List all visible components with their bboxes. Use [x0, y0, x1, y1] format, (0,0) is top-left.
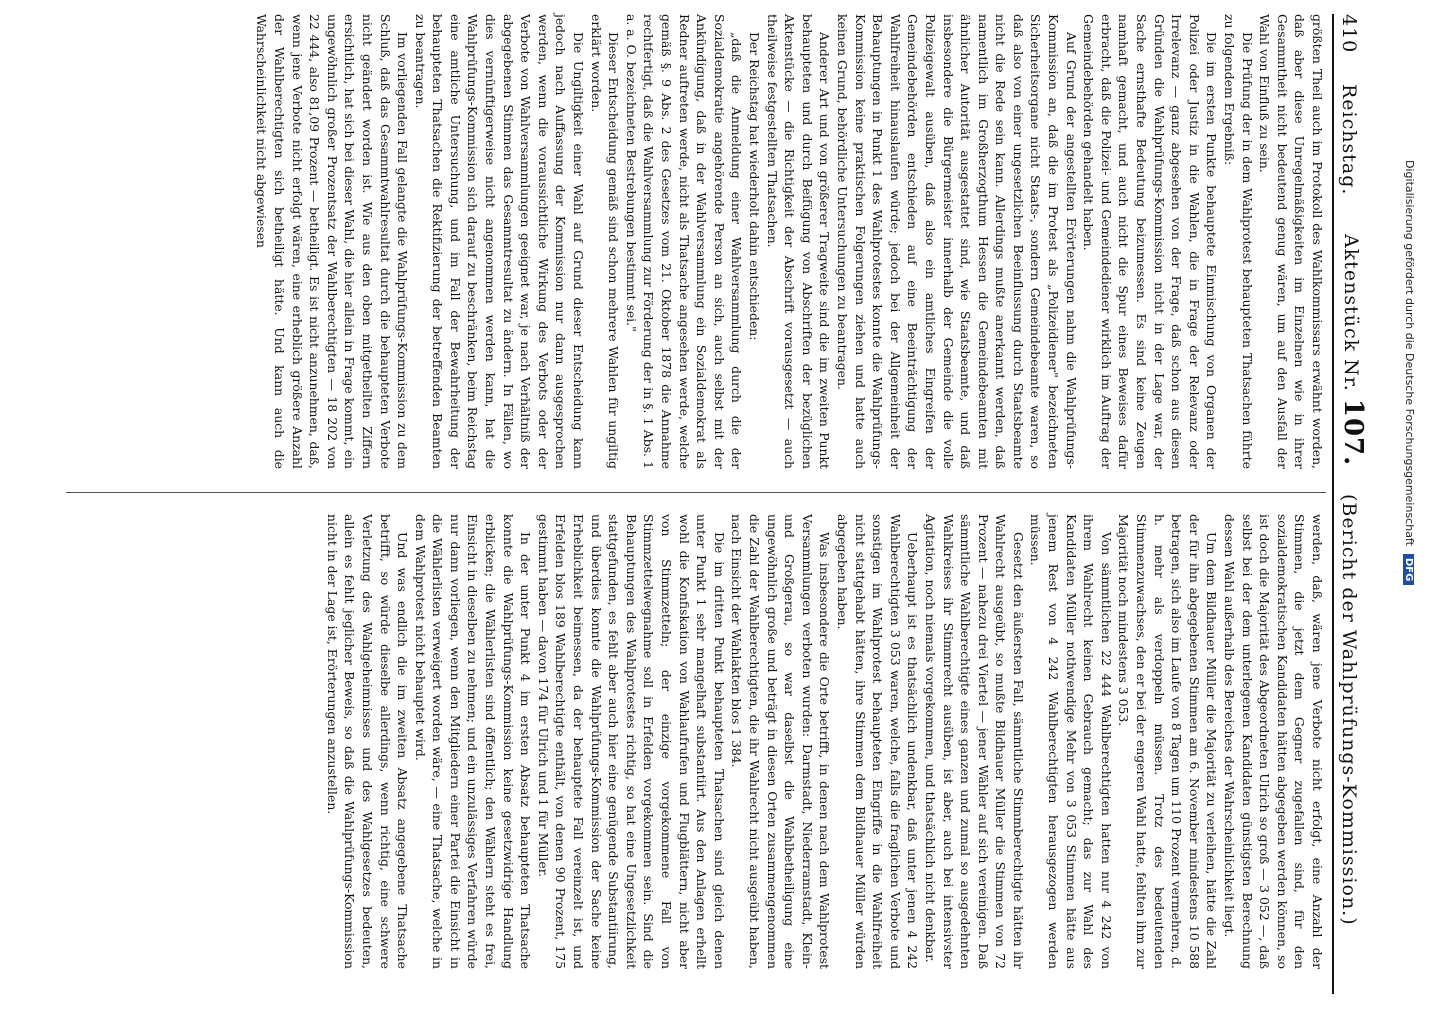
paragraph: In der unter Punkt 4 im ersten Absatz behaupteten Thatsache konnte die Wahlprüfungs-Kommission keine gesetzwidrige Handlung erblicken; die Wählerlisten sind öffentlich; den Wählern steht es frei, Einsicht in dieselben zu nehmen; und ein unzulässiges Verfahren würde nur dann vorliegen, wenn den Mitgliedern einer Partei die Einsicht in die Wählerlisten verweigert worden wäre, — eine Thatsache, welche in dem Wahlprotest nicht behauptet wird. — [412, 514, 534, 969]
document-number — [1338, 234, 1368, 474]
paragraph: Anderer Art und von größerer Tragweite sind die im zweiten Punkt behaupteten und durch Beifügung von Abschriften der bezüglichen Aktenstücke — die Richtigkeit der Abschrift vorausgesetzt — auch theilweise festgestellten Thatsachen. — [764, 14, 833, 469]
notice-text: Digitalisierung gefördert durch die Deutsche Forschungsgemeinschaft — [1403, 160, 1416, 546]
paragraph: Die Ungiltigkeit einer Wahl auf Grund dieser Entscheidung kann jedoch nach Auffassung der Kommission nur dann ausgesprochen werden, wenn die voraussichtliche Wirkung des Verbots oder der Verbote von Wahlversammlungen geeignet war, je nach Verhältniß der abgegebenen Stimmen das Gesammtresultat zu ändern. In Fällen, wo dies vernünftigerweise nicht angenommen werden kann, hat die Wahlprüfungs-Kommission sich darauf zu beschränken, beim Reichstag eine amtliche Untersuchung, und im Fall der Bewahrheitung der behaupteten Thatsachen die Rektifizierung der betreffenden Beamten zu beantragen. — [412, 14, 587, 469]
left-column — [253, 14, 1326, 469]
document-label: Aktenstück Nr. — [1340, 234, 1362, 392]
house-name: Reichstag. — [1338, 84, 1360, 196]
rotated-document-page — [48, 14, 1378, 994]
document-number-value: 107. — [1338, 398, 1368, 467]
paragraph: Auf Grund der angestellten Erörterungen nahm die Wahlprüfungs-Kommission an, daß die im Protest als „Polizeidiener" bezeichneten Sicherheitsorgane nicht Staats-, sondern Gemeindebeamte waren, so daß also von einer ungesetzlichen Beeinflussung durch Staatsbeamte nicht die Rede sein kann. Allerdings mußte anerkannt werden, daß namentlich im Großherzogthum Hessen die Gemeindebeamten mit ähnlicher Autorität ausgestattet sind, wie Staatsbeamte, und daß insbesondere die Bürgermeister innerhalb der Gemeinde die volle Polizeigewalt ausüben, daß also ein amtliches Eingreifen der Gemeindebehörden entschieden auf eine Beeinträchtigung der Wahlfreiheit hinauslaufen würde; jedoch bei der Allgemeinheit der Behauptungen in Punkt 1 des Wahlprotestes konnte die Wahlprüfungs-Kommission keine praktischen Folgerungen ziehen und hatte auch keinen Grund, behördliche Untersuchungen zu beantragen. — [834, 14, 1079, 469]
paragraph: Gesetzt den äußersten Fall, sämmtliche Stimmberechtigte hätten ihr Wahlrecht ausgeübt, so mußte Bildhauer Müller die Stimmen von 72 Prozent — nahezu drei Viertel — jener Wähler auf sich vereinigen. Daß sämmtliche Wahlberechtigte eines ganzen und zumal so ausgedehnten Wahlkreises ihr Stimmrecht ausüben, ist aber, auch bei intensivster Agitation, noch niemals vorgekommen, und thatsächlich nicht denkbar. — [922, 514, 1026, 969]
quoted-decision: „daß die Anmeldung einer Wahlversammlung durch die der Sozialdemokratie angehörende Person an sich, auch selbst mit der Ankündigung, daß in der Wahlversammlung ein Sozialdemokrat als Redner auftreten werde, nicht als Thatsache angesehen werde, welche gemäß §. 9 Abs. 2 des Gesetzes vom 21. Oktober 1878 die Annahme rechtfertigt, daß die Wahlversammlung zur Förderung der in §. 1 Abs. 1 a. a. O. bezeichneten Bestrebungen bestimmt sei." — [623, 14, 745, 469]
paragraph: Was insbesondere die Orte betrifft, in denen nach dem Wahlprotest Versammlungen verboten wurden: Darmstadt, Niederramstadt, Klein- und Großgerau, so war daselbst die Wahlbetheiligung eine ungewöhnlich große und beträgt in diesen Orten zusammengenommen die Zahl der Wahlberechtigten, die ihr Wahlrecht nicht ausgeübt haben, nach Einsicht der Wahlakten blos 1 384. — [729, 514, 833, 969]
paragraph: Dieser Entscheidung gemäß sind schon mehrere Wahlen für ungiltig erklärt worden. — [588, 14, 622, 469]
paragraph: Im vorliegenden Fall gelangte die Wahlprüfungs-Kommission zu dem Schluß, daß das Gesammtwahlresultat durch die behaupteten Verbote nicht geändert worden ist. Wie aus den oben mitgetheilten Ziffern ersichtlich, hat sich bei dieser Wahl, die hier allein in Frage kommt, ein ungewöhnlich großer Prozentsatz der Wahlberechtigten — 18 202 von 22 444, also 81,09 Prozent — betheiligt. Es ist nicht anzunehmen, daß, wenn jene Verbote nicht erfolgt wären, eine erheblich größere Anzahl der Wahlberechtigten sich betheiligt hätte. Und kann auch die Wahrscheinlichkeit nicht abgewiesen — [254, 14, 411, 469]
paragraph: Der Reichstag hat wiederholt dahin entschieden: — [747, 32, 762, 341]
dfg-logo: DFG — [1403, 554, 1414, 585]
paragraph: Die im dritten Punkt behaupteten Thatsachen sind gleich denen unter Punkt 1 sehr mangelhaft substantiirt. Aus den Anlagen erhellt wohl die Konfiskation von Wahlaufrufen und Flugblättern, nicht aber von Stimmzetteln; der einzige vorgekommene Fall von Stimmzettelwegnahme soll in Erfelden vorgekommen sein. Sind die Behauptungen des Wahlprotestes richtig, so hat eine Ungesetzlichkeit stattgefunden, es fehlt aber auch hier eine genügende Substantiirung, und überdies konnte die Wahlprüfungs-Kommission der Sache keine Erheblichkeit beimessen, da der behauptete Fall vereinzelt ist, und Erfelden blos 189 Wahlberechtigte enthält, von denen 90 Prozent, 175 gestimmt haben — davon 174 für Ulrich und 1 für Müller. — [535, 514, 727, 969]
page-number: 410 — [1338, 14, 1360, 54]
paragraph: Von sämmtlichen 22 444 Wahlberechtigten hatten nur 4 242 von ihrem Wahlrecht keinen Gebrauch gemacht; das zur Wahl des Kandidaten Müller nothwendige Mehr von 3 053 Stimmen hätte aus jenem Rest von 4 242 Wahlberechtigten herausgezogen werden müssen. — [1028, 514, 1114, 969]
paragraph: Die im ersten Punkte behauptete Einmischung von Organen der Polizei oder Justiz in die Wahlen, die in Frage der Relevanz oder Irrelevanz — ganz abgesehen von der Frage, daß schon aus diesen Gründen die Wahlprüfungs-Kommission nicht in der Lage war, der Sache ernsthafte Bedeutung beizumessen. Es sind keine Zeugen namhaft gemacht, und auch nicht die Spur eines Beweises dafür erbracht, daß die Polizei- und Gemeindediener wirklich im Auftrag der Gemeindebehörden gehandelt haben. — [1081, 14, 1220, 469]
paragraph: Die Prüfung der in dem Wahlprotest behaupteten Thatsachen führte zu folgendem Ergebniß: — [1222, 14, 1255, 469]
paragraph: Um dem Bildhauer Müller die Majorität zu verleihen, hätte die Zahl der für ihn abgegebenen Stimmen am 6. November mindestens 10 588 betragen, sich also im Laufe von 8 Tagen um 110 Prozent vermehren, d. h. mehr als verdoppeln müssen. Trotz des bedeutenden Stimmenzuwachses, den er bei der engeren Wahl hatte, fehlten ihm zur Majorität noch mindestens 3 053. — [1116, 514, 1220, 969]
digitization-notice — [1400, 160, 1416, 1020]
paragraph: Und was endlich die im zweiten Absatz angegebene Thatsache betrifft, so würde dieselbe allerdings, wenn richtig, eine schwere Verletzung des Wahlgeheimnisses und des Wahlgesetzes bedeuten, allein es fehlt jeglicher Beweis, so daß die Wahlprüfungs-Kommission nicht in der Lage ist, Erörterungen anzustellen. — [324, 514, 411, 969]
report-title: (Bericht der Wahlprüfungs-Kommission.) — [1338, 494, 1360, 926]
page-header — [1338, 14, 1378, 994]
paragraph: werden, daß, wären jene Verbote nicht erfolgt, eine Anzahl der Stimmen, die jetzt dem Gegner zugefallen sind, für den sozialdemokratischen Kandidaten hätten abgegeben werden können, so ist doch die Majorität des Abgeordneten Ulrich so groß — 3 052 —, daß selbst bei der dem unterlegenen Kandidaten günstigsten Berechnung dessen Wahl außerhalb des Bereiches der Wahrscheinlichkeit liegt. — [1222, 514, 1325, 969]
paragraph: größten Theil auch im Protokoll des Wahlkommissars erwähnt worden, daß aber diese Unregelmäßigkeiten im Einzelnen wie in ihrer Gesammtheit nicht bedeutend genug wären, um auf den Ausfall der Wahl von Einfluß zu sein. — [1257, 14, 1325, 469]
paragraph: Ueberhaupt ist es thatsächlich undenkbar, daß unter jenen 4 242 Wahlberechtigten 3 053 waren, welche, falls die fraglichen Verbote und sonstigen im Wahlprotest behaupteten Eingriffe in die Wahlfreiheit nicht stattgehabt hätten, ihre Stimmen dem Bildhauer Müller würden abgegeben haben. — [834, 514, 921, 969]
header-rule — [1332, 14, 1334, 994]
right-column — [323, 514, 1326, 969]
column-separator — [66, 492, 1326, 493]
